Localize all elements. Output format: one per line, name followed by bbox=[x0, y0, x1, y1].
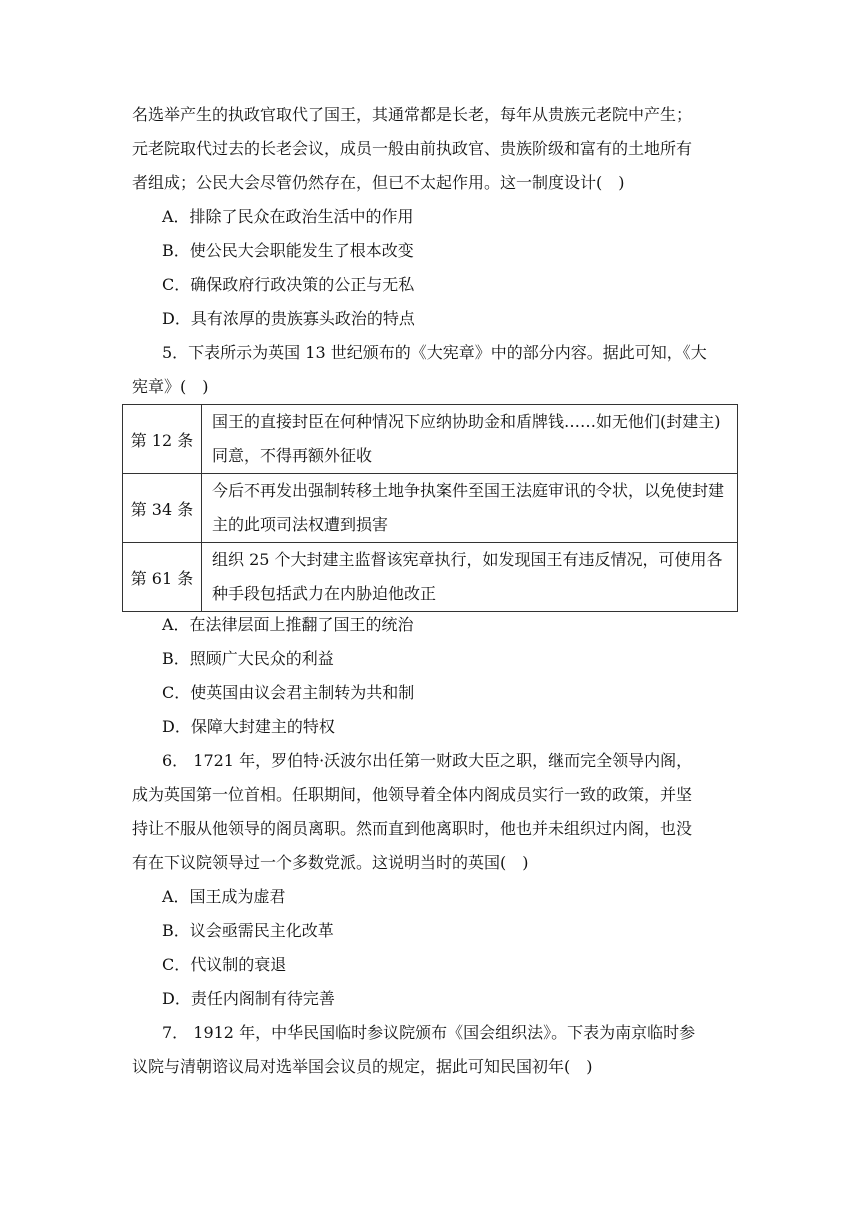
table-row bbox=[123, 474, 738, 543]
article-label: 第 12 条 bbox=[123, 405, 202, 474]
q5-option-b[interactable]: B．照顾广大民众的利益 bbox=[162, 649, 334, 668]
q5-option-a[interactable]: A．在法律层面上推翻了国王的统治 bbox=[162, 615, 414, 634]
q6-option-c[interactable]: C．代议制的衰退 bbox=[162, 955, 287, 974]
q4-option-b[interactable]: B．使公民大会职能发生了根本改变 bbox=[162, 241, 414, 260]
q5-stem-line-1: 5．下表所示为英国 13 世纪颁布的《大宪章》中的部分内容。据此可知，《大 bbox=[162, 343, 707, 362]
magna-carta-table bbox=[122, 404, 738, 612]
q7-stem-line-1: 7． 1912 年，中华民国临时参议院颁布《国会组织法》。下表为南京临时参 bbox=[162, 1023, 696, 1042]
q5-option-d[interactable]: D．保障大封建主的特权 bbox=[162, 717, 335, 736]
q7-stem-line-2: 议院与清朝谘议局对选举国会议员的规定，据此可知民国初年( ) bbox=[132, 1057, 593, 1076]
q5-option-c[interactable]: C．使英国由议会君主制转为共和制 bbox=[162, 683, 415, 702]
article-text: 今后不再发出强制转移土地争执案件至国王法庭审讯的令状，以免使封建主的此项司法权遭到损害 bbox=[202, 474, 738, 543]
article-label: 第 34 条 bbox=[123, 474, 202, 543]
article-text: 组织 25 个大封建主监督该宪章执行，如发现国王有违反情况，可使用各种手段包括武力在内胁迫他改正 bbox=[202, 543, 738, 612]
q4-stem-line-3: 者组成；公民大会尽管仍然存在，但已不太起作用。这一制度设计( ) bbox=[132, 173, 625, 192]
q4-option-a[interactable]: A．排除了民众在政治生活中的作用 bbox=[162, 207, 414, 226]
q6-option-d[interactable]: D．责任内阁制有待完善 bbox=[162, 989, 335, 1008]
q4-stem-line-1: 名选举产生的执政官取代了国王，其通常都是长老，每年从贵族元老院中产生； bbox=[132, 105, 693, 124]
article-text: 国王的直接封臣在何种情况下应纳协助金和盾牌钱……如无他们(封建主)同意，不得再额外征收 bbox=[202, 405, 738, 474]
q6-stem-line-2: 成为英国第一位首相。任职期间，他领导着全体内阁成员实行一致的政策，并坚 bbox=[132, 785, 693, 804]
q6-option-a[interactable]: A．国王成为虚君 bbox=[162, 887, 286, 906]
q4-stem-line-2: 元老院取代过去的长老会议，成员一般由前执政官、贵族阶级和富有的土地所有 bbox=[132, 139, 693, 158]
q5-stem-line-2: 宪章》( ) bbox=[132, 377, 209, 396]
table-row bbox=[123, 543, 738, 612]
table-row bbox=[123, 405, 738, 474]
q6-stem-line-3: 持让不服从他领导的阁员离职。然而直到他离职时，他也并未组织过内阁，也没 bbox=[132, 819, 693, 838]
q4-option-c[interactable]: C．确保政府行政决策的公正与无私 bbox=[162, 275, 415, 294]
article-label: 第 61 条 bbox=[123, 543, 202, 612]
q4-option-d[interactable]: D．具有浓厚的贵族寡头政治的特点 bbox=[162, 309, 415, 328]
q6-option-b[interactable]: B．议会亟需民主化改革 bbox=[162, 921, 334, 940]
q6-stem-line-4: 有在下议院领导过一个多数党派。这说明当时的英国( ) bbox=[132, 853, 529, 872]
q6-stem-line-1: 6． 1721 年，罗伯特·沃波尔出任第一财政大臣之职，继而完全领导内阁， bbox=[162, 751, 693, 770]
